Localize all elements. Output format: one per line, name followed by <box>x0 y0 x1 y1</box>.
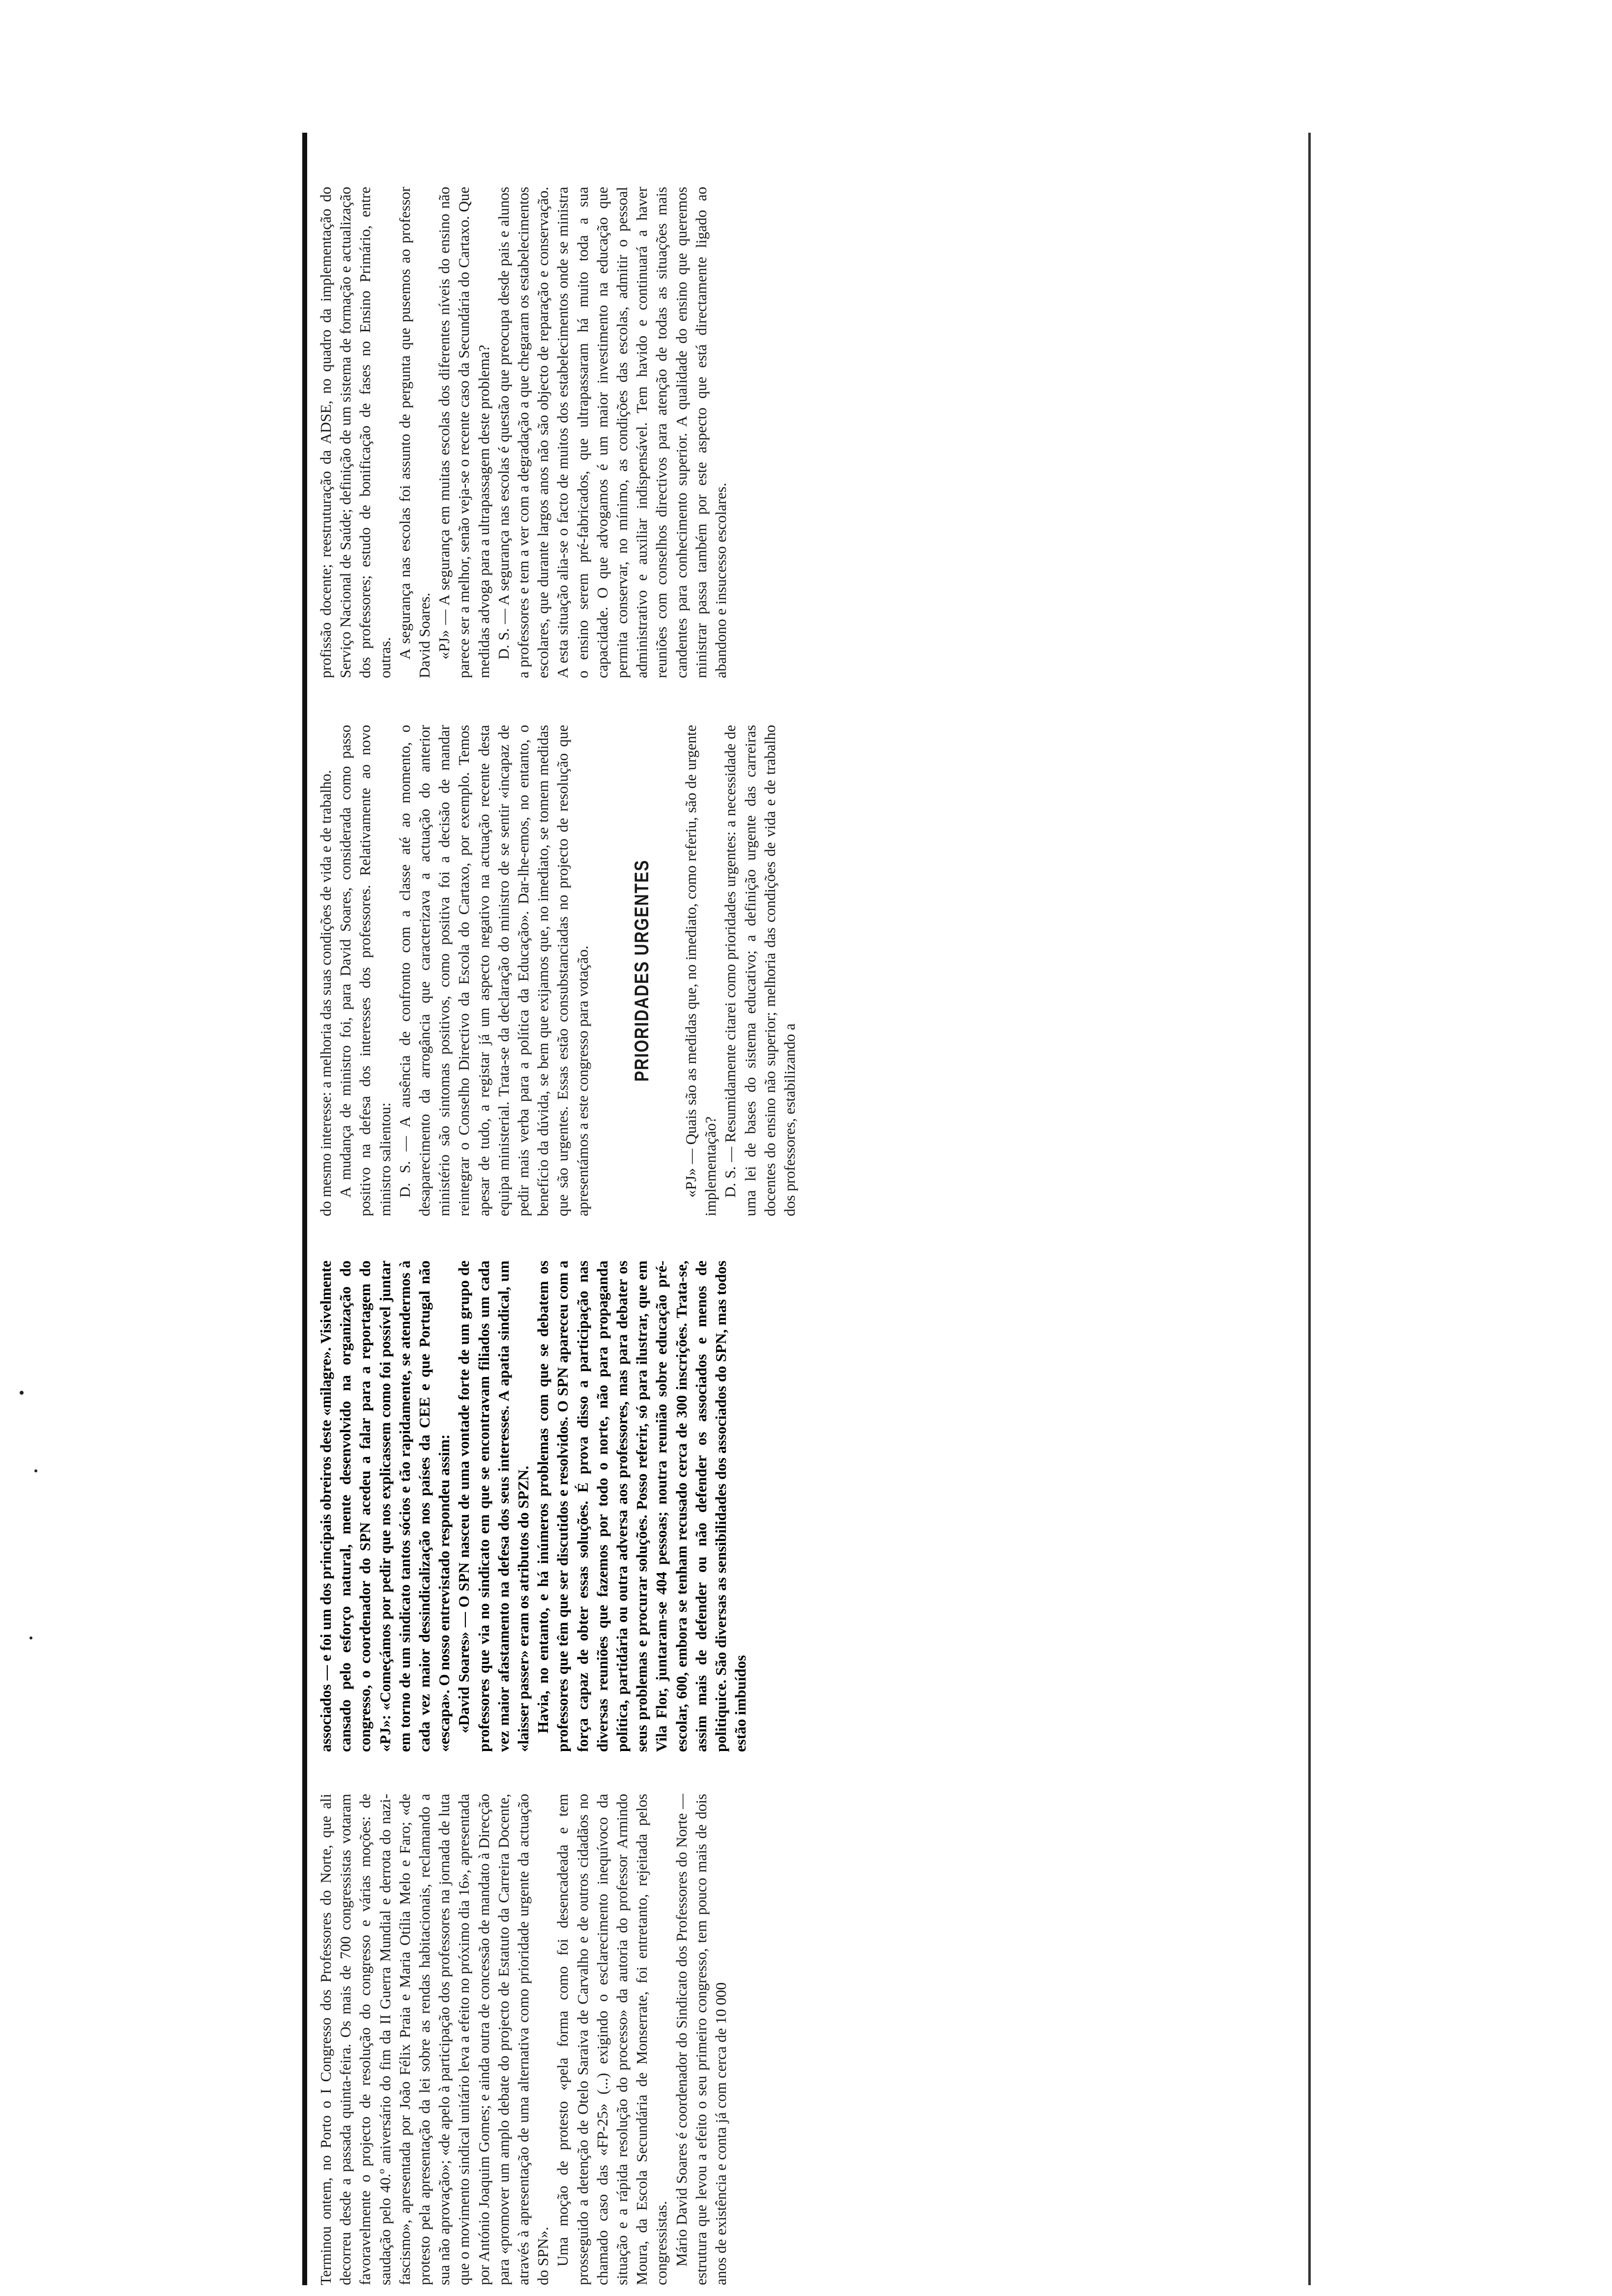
paragraph: D. S. — A segurança nas escolas é questão que preocupa desde pais e alunos a professores e tem a ver com a degradação a que chegaram os estabelecimentos escolares, que durante largos anos não são objecto de reparação e conservação. A esta situação alia-se o facto de muitos dos estabelecimentos onde se ministra o ensino serem pré-fabricados, que ultrapassaram há muito toda a sua capacidade. O que advogamos é um maior investimento na educação que permita conservar, no mínimo, as condições das escolas, admitir o pessoal administrativo e auxiliar indispensável. Tem havido e continuará a haver reuniões com conselhos directivos para atenção de todas as situações mais candentes para conhecimento superior. A qualidade do ensino que queremos ministrar passa também por este aspecto que está directamente ligado ao abandono e insucesso escolares. <box>494 187 730 678</box>
scan-speck <box>34 1469 37 1472</box>
article-column-4 <box>316 187 1296 678</box>
paragraph: associados — e foi um dos principais obreiros deste «milagre». Visivelmente cansado pelo esforço natural, mente desenvolvido na organização do congresso, o coordenador do SPN acedeu a falar para a reportagem do «PJ»: «Começámos por pedir que nos explicassem como foi possível juntar em torno de um sindicato tantos sócios e tão rapidamente, se atendermos à cada vez maior dessindicalização nos países da CEE e que Portugal não «escapa». O nosso entrevistado respondeu assim: <box>317 1261 453 1752</box>
paragraph: «PJ» — A segurança em muitas escolas dos diferentes níveis do ensino não parece ser a melhor, senão veja-se o recente caso da Secundária do Cartaxo. Que medidas advoga para a ultrapassagem deste problema? <box>435 187 492 678</box>
paragraph: A mudança de ministro foi, para David Soares, considerada como passo positivo na defesa dos interesses dos professores. Relativamente ao novo ministro salientou: <box>337 725 394 1216</box>
top-rule <box>302 133 307 2285</box>
bottom-rule <box>1308 133 1311 2285</box>
paragraph: do mesmo interesse: a melhoria das suas condições de vida e de trabalho. <box>317 770 334 1216</box>
paragraph: profissão docente; reestruturação da ADSE, no quadro da implementação do Serviço Nacional de Saúde; definição de um sistema de formação e actualização dos professores; estudo de bonificação de fases no Ensino Primário, entre outras. <box>317 187 394 678</box>
article-column-3 <box>316 725 1296 1216</box>
rotated-article-frame <box>312 133 1300 2285</box>
paragraph: Mário David Soares é coordenador do Sindicato dos Professores do Norte — estrutura que levou a efeito o seu primeiro congresso, tem pouco mais de dois anos de existência e conta já com cerca de 10 000 <box>672 1794 730 2285</box>
article-column-1 <box>316 1794 1296 2285</box>
paragraph: D. S. — A ausência de confronto com a classe até ao momento, o desaparecimento da arrogância que caracterizava a actuação do anterior ministério são sintomas positivos, como positiva foi a decisão de mandar reintegrar o Conselho Directivo da Escola do Cartaxo, por exemplo. Temos apesar de tudo, a registar já um aspecto negativo na actuação recente desta equipa ministerial. Trata-se da declaração do ministro de se sentir «incapaz de pedir mais verba para a política da Educação». Dar-lhe-emos, no entanto, o benefício da dúvida, se bem que exijamos que, no imediato, se tomem medidas que são urgentes. Essas estão consubstanciadas no projecto de resolução que apresentámos a este congresso para votação. <box>396 725 591 1216</box>
scan-speck <box>20 1391 24 1395</box>
paragraph: «David Soares» — O SPN nasceu de uma vontade forte de um grupo de professores que via no sindicato em que se encontravam filiados um cada vez maior afastamento na defesa dos seus interesses. A apatia sindical, um «laisser passer» eram os atributos do SPZN. <box>455 1261 532 1752</box>
article-column-2 <box>316 1261 1296 1752</box>
paragraph: Uma moção de protesto «pela forma como foi desencadeada e tem prosseguido a detenção de Otelo Saraiva de Carvalho e de outros cidadãos no chamado caso das «FP-25» (...) exigindo o esclarecimento inequívoco da situação e a rápida resolução do processo» da autoria do professor Armindo Moura, da Escola Secundária de Monserrate, foi entretanto, rejeitada pelos congressistas. <box>554 1794 670 2285</box>
subheading: PRIORIDADES URGENTES <box>631 860 653 1082</box>
paragraph: «PJ» — Quais são as medidas que, no imediato, como referiu, são de urgente implementação? <box>682 725 720 1216</box>
paragraph: D. S. — Resumidamente citarei como prioridades urgentes: a necessidade de uma lei de bases do sistema educativo; a definição urgente das carreiras docentes do ensino não superior; melhoria das condições de vida e de trabalho dos professores, estabilizando a <box>721 725 799 1216</box>
paragraph: Havia, no entanto, e há inúmeros problemas com que se debatem os professores que têm que ser discutidos e resolvidos. O SPN apareceu com a força capaz de obter essas soluções. É prova disso a participação nas diversas reuniões que fazemos por todo o norte, não para propaganda política, partidária ou outra adversa aos professores, mas para debater os seus problemas e procurar soluções. Posso referir, só para ilustrar, que em Vila Flor, juntaram-se 404 pessoas; noutra reunião sobre educação pré-escolar, 600, embora se tenham recusado cerca de 300 inscrições. Trata-se, assim mais de defender ou não defender os associados e menos de politiquice. São diversas as sensibilidades dos associados do SPN, mas todos estão imbuídos <box>534 1261 749 1752</box>
paragraph: A segurança nas escolas foi assunto de pergunta que pusemos ao professor David Soares. <box>396 187 433 678</box>
lead-paragraph: Terminou ontem, no Porto o I Congresso dos Professores do Norte, que ali decorreu desde a passada quinta-feira. Os mais de 700 congressistas votaram favoravelmente o projecto de resolução do congresso e várias moções: de saudação pelo 40.º aniversário do fim da II Guerra Mundial e derrota do nazi-fascismo», apresentada por João Félix Praia e Maria Otília Melo e Faro; «de protesto pela apresentação da lei sobre as rendas habitacionais, reclamando a sua não aprovação»; «de apelo à participação dos professores na jornada de luta que o movimento sindical unitário leva a efeito no próximo dia 16», apresentada por António Joaquim Gomes; e ainda outra de concessão de mandato à Direcção para «promover um amplo debate do projecto de Estatuto da Carreira Docente, através à apresentação de uma alternativa como prioridade urgente da actuação do SPN». <box>317 1794 552 2285</box>
scan-speck <box>29 1636 32 1639</box>
